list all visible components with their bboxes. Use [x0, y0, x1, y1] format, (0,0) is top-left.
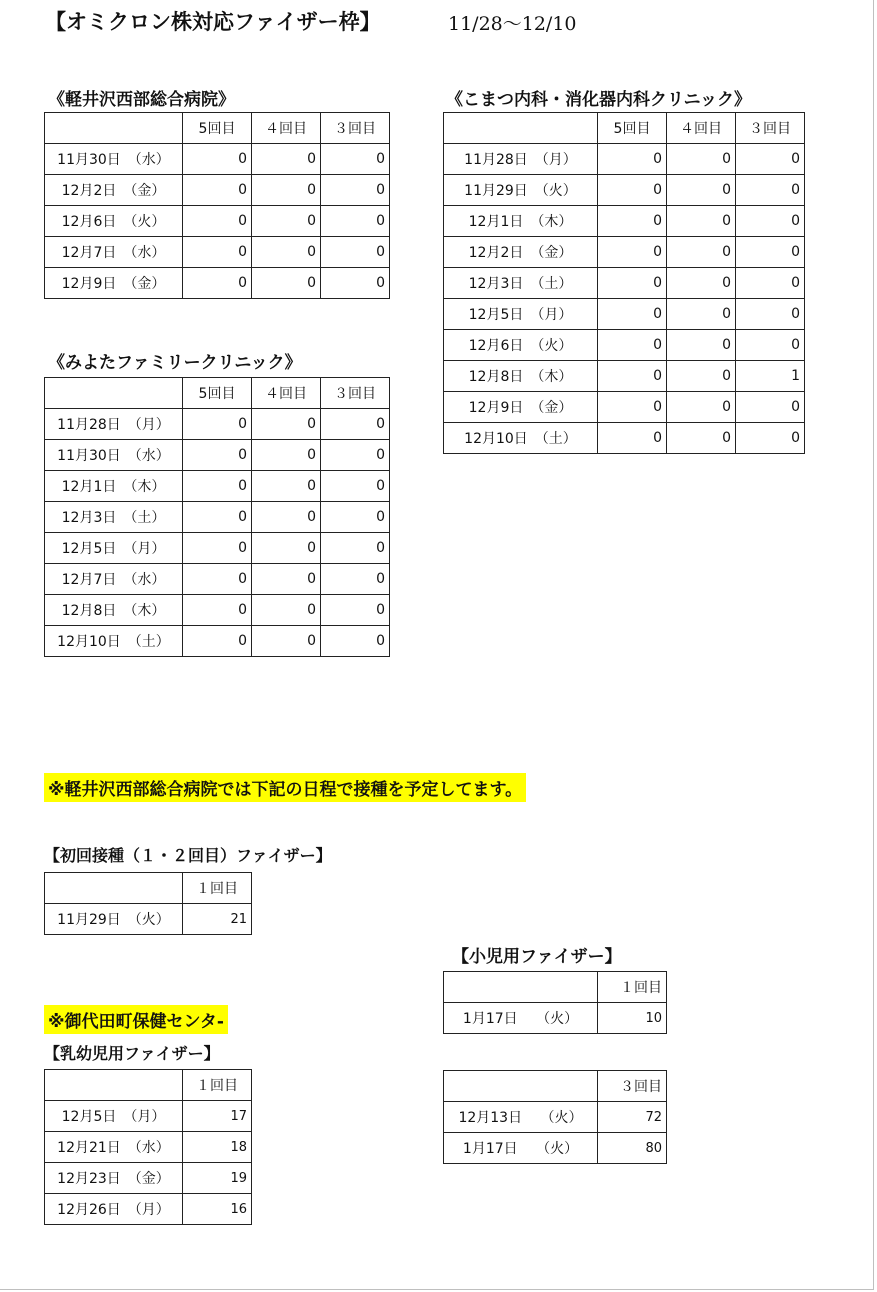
- dose5-cell: 0: [183, 268, 252, 299]
- table-row: [444, 1102, 667, 1133]
- table-header-row: [45, 1070, 252, 1101]
- dose4-cell: 0: [667, 299, 736, 330]
- table-row: [45, 502, 390, 533]
- table-row: [444, 330, 805, 361]
- table-row: [45, 1194, 252, 1225]
- header-empty-cell: [444, 113, 598, 144]
- date-cell: 12月9日 （金）: [444, 392, 598, 423]
- count-cell: 19: [183, 1163, 252, 1194]
- dose3-cell: 0: [736, 175, 805, 206]
- dose4-cell: 0: [667, 392, 736, 423]
- header-empty-cell: [45, 1070, 183, 1101]
- dose3-cell: 0: [736, 268, 805, 299]
- table-row: [444, 237, 805, 268]
- table-row: [444, 268, 805, 299]
- dose5-cell: 0: [183, 626, 252, 657]
- date-range: 11/28～12/10: [448, 13, 577, 35]
- table-row: [444, 423, 805, 454]
- date-cell: 11月28日 （月）: [45, 409, 183, 440]
- dose5-cell: 0: [598, 423, 667, 454]
- table-row: [45, 268, 390, 299]
- dose5-cell: 0: [183, 564, 252, 595]
- date-cell: 12月5日 （月）: [444, 299, 598, 330]
- table-row: [45, 1132, 252, 1163]
- header-col-5: 5回目: [598, 113, 667, 144]
- date-cell: 12月2日 （金）: [444, 237, 598, 268]
- date-cell: 12月5日 （月）: [45, 533, 183, 564]
- date-cell: 12月3日 （土）: [444, 268, 598, 299]
- dose3-cell: 0: [736, 206, 805, 237]
- table-row: [45, 564, 390, 595]
- table-header-row: [444, 113, 805, 144]
- dose5-cell: 0: [183, 502, 252, 533]
- dose4-cell: 0: [252, 268, 321, 299]
- dose3-cell: 0: [736, 299, 805, 330]
- table-row: [45, 626, 390, 657]
- table-row: [45, 237, 390, 268]
- dose5-cell: 0: [183, 595, 252, 626]
- date-cell: 12月1日 （木）: [444, 206, 598, 237]
- dose5-cell: 0: [598, 268, 667, 299]
- count-cell: 21: [183, 904, 252, 935]
- clinic-c-name: 《みよたファミリークリニック》: [48, 353, 302, 373]
- header-col-1: １回目: [183, 1070, 252, 1101]
- table-row: [45, 533, 390, 564]
- dose3-cell: 0: [321, 502, 390, 533]
- table-row: [45, 206, 390, 237]
- date-cell: 12月5日 （月）: [45, 1101, 183, 1132]
- infant-table: [44, 1069, 252, 1225]
- notice-hospital: ※軽井沢西部総合病院では下記の日程で接種を予定してます。: [44, 773, 526, 802]
- dose3-cell: 0: [321, 595, 390, 626]
- dose4-cell: 0: [252, 533, 321, 564]
- dose3-cell: 0: [321, 175, 390, 206]
- table-row: [45, 904, 252, 935]
- child-table-dose1: [443, 971, 667, 1034]
- dose3-cell: 0: [321, 409, 390, 440]
- date-cell: 12月26日 （月）: [45, 1194, 183, 1225]
- dose5-cell: 0: [183, 440, 252, 471]
- header-col-5: 5回目: [183, 378, 252, 409]
- header-col-3: ３回目: [321, 378, 390, 409]
- dose4-cell: 0: [252, 206, 321, 237]
- header-empty-cell: [444, 972, 598, 1003]
- date-cell: 12月21日 （水）: [45, 1132, 183, 1163]
- dose3-cell: 0: [321, 440, 390, 471]
- table-row: [444, 392, 805, 423]
- dose3-cell: 0: [736, 330, 805, 361]
- dose4-cell: 0: [252, 564, 321, 595]
- dose4-cell: 0: [667, 330, 736, 361]
- table-row: [45, 595, 390, 626]
- date-cell: 12月23日 （金）: [45, 1163, 183, 1194]
- date-cell: 12月8日 （木）: [45, 595, 183, 626]
- hospital-a-table: [44, 112, 390, 299]
- table-row: [45, 440, 390, 471]
- dose4-cell: 0: [252, 595, 321, 626]
- dose4-cell: 0: [667, 144, 736, 175]
- header-col-3: ３回目: [736, 113, 805, 144]
- header-col-4: ４回目: [252, 113, 321, 144]
- count-cell: 72: [598, 1102, 667, 1133]
- table-header-row: [45, 113, 390, 144]
- dose4-cell: 0: [667, 237, 736, 268]
- dose4-cell: 0: [252, 409, 321, 440]
- dose4-cell: 0: [252, 237, 321, 268]
- table-header-row: [444, 972, 667, 1003]
- table-row: [45, 1101, 252, 1132]
- dose5-cell: 0: [183, 237, 252, 268]
- dose4-cell: 0: [252, 471, 321, 502]
- dose3-cell: 0: [736, 423, 805, 454]
- dose3-cell: 0: [736, 144, 805, 175]
- dose5-cell: 0: [598, 361, 667, 392]
- clinic-c-table: [44, 377, 390, 657]
- child-table-dose3: [443, 1070, 667, 1164]
- header-empty-cell: [45, 378, 183, 409]
- table-row: [444, 1003, 667, 1034]
- count-cell: 16: [183, 1194, 252, 1225]
- dose5-cell: 0: [598, 330, 667, 361]
- dose4-cell: 0: [252, 144, 321, 175]
- dose4-cell: 0: [252, 626, 321, 657]
- header-empty-cell: [45, 113, 183, 144]
- dose3-cell: 0: [736, 237, 805, 268]
- dose4-cell: 0: [667, 361, 736, 392]
- dose5-cell: 0: [598, 299, 667, 330]
- date-cell: 12月6日 （火）: [444, 330, 598, 361]
- date-cell: 12月8日 （木）: [444, 361, 598, 392]
- notice-health-center: ※御代田町保健センタ-: [44, 1005, 228, 1034]
- count-cell: 17: [183, 1101, 252, 1132]
- dose3-cell: 0: [321, 564, 390, 595]
- dose5-cell: 0: [598, 144, 667, 175]
- table-row: [444, 206, 805, 237]
- child-heading: 【小児用ファイザー】: [452, 947, 622, 967]
- clinic-b-table: [443, 112, 805, 454]
- dose3-cell: 0: [736, 392, 805, 423]
- date-cell: 12月9日 （金）: [45, 268, 183, 299]
- table-row: [444, 1133, 667, 1164]
- dose5-cell: 0: [598, 237, 667, 268]
- infant-heading: 【乳幼児用ファイザー】: [44, 1044, 220, 1063]
- dose5-cell: 0: [183, 144, 252, 175]
- date-cell: 12月7日 （水）: [45, 237, 183, 268]
- initial-heading: 【初回接種（１・２回目）ファイザー】: [44, 846, 332, 865]
- date-cell: 11月30日 （水）: [45, 440, 183, 471]
- initial-table: [44, 872, 252, 935]
- dose4-cell: 0: [667, 423, 736, 454]
- dose4-cell: 0: [667, 268, 736, 299]
- header-col-3: ３回目: [321, 113, 390, 144]
- header-col-1: １回目: [183, 873, 252, 904]
- table-header-row: [45, 378, 390, 409]
- dose5-cell: 0: [598, 206, 667, 237]
- date-cell: 11月29日 （火）: [45, 904, 183, 935]
- date-cell: 12月6日 （火）: [45, 206, 183, 237]
- dose3-cell: 1: [736, 361, 805, 392]
- date-cell: 1月17日 （火）: [444, 1003, 598, 1034]
- date-cell: 12月7日 （水）: [45, 564, 183, 595]
- dose5-cell: 0: [183, 409, 252, 440]
- table-row: [444, 144, 805, 175]
- dose4-cell: 0: [667, 175, 736, 206]
- dose3-cell: 0: [321, 206, 390, 237]
- date-cell: 12月3日 （土）: [45, 502, 183, 533]
- date-cell: 12月2日 （金）: [45, 175, 183, 206]
- dose4-cell: 0: [252, 175, 321, 206]
- header-col-1: １回目: [598, 972, 667, 1003]
- table-row: [444, 299, 805, 330]
- header-col-3: ３回目: [598, 1071, 667, 1102]
- header-col-4: ４回目: [252, 378, 321, 409]
- table-row: [45, 144, 390, 175]
- dose5-cell: 0: [598, 392, 667, 423]
- header-empty-cell: [45, 873, 183, 904]
- dose3-cell: 0: [321, 144, 390, 175]
- count-cell: 18: [183, 1132, 252, 1163]
- dose3-cell: 0: [321, 237, 390, 268]
- date-cell: 12月1日 （木）: [45, 471, 183, 502]
- dose5-cell: 0: [183, 471, 252, 502]
- table-row: [45, 175, 390, 206]
- dose3-cell: 0: [321, 471, 390, 502]
- date-cell: 11月28日 （月）: [444, 144, 598, 175]
- dose4-cell: 0: [667, 206, 736, 237]
- dose4-cell: 0: [252, 502, 321, 533]
- table-row: [444, 361, 805, 392]
- count-cell: 10: [598, 1003, 667, 1034]
- dose5-cell: 0: [183, 175, 252, 206]
- page-title: 【オミクロン株対応ファイザー枠】: [45, 10, 381, 34]
- date-cell: 12月10日 （土）: [444, 423, 598, 454]
- date-cell: 11月29日 （火）: [444, 175, 598, 206]
- date-cell: 12月10日 （土）: [45, 626, 183, 657]
- header-empty-cell: [444, 1071, 598, 1102]
- table-row: [45, 471, 390, 502]
- date-cell: 11月30日 （水）: [45, 144, 183, 175]
- date-cell: 12月13日 （火）: [444, 1102, 598, 1133]
- table-row: [45, 409, 390, 440]
- table-header-row: [45, 873, 252, 904]
- dose3-cell: 0: [321, 533, 390, 564]
- header-col-4: ４回目: [667, 113, 736, 144]
- dose4-cell: 0: [252, 440, 321, 471]
- dose5-cell: 0: [598, 175, 667, 206]
- table-header-row: [444, 1071, 667, 1102]
- dose3-cell: 0: [321, 268, 390, 299]
- table-row: [45, 1163, 252, 1194]
- count-cell: 80: [598, 1133, 667, 1164]
- table-row: [444, 175, 805, 206]
- dose5-cell: 0: [183, 206, 252, 237]
- header-col-5: 5回目: [183, 113, 252, 144]
- dose5-cell: 0: [183, 533, 252, 564]
- hospital-a-name: 《軽井沢西部総合病院》: [48, 90, 235, 110]
- date-cell: 1月17日 （火）: [444, 1133, 598, 1164]
- dose3-cell: 0: [321, 626, 390, 657]
- clinic-b-name: 《こまつ内科・消化器内科クリニック》: [446, 90, 751, 110]
